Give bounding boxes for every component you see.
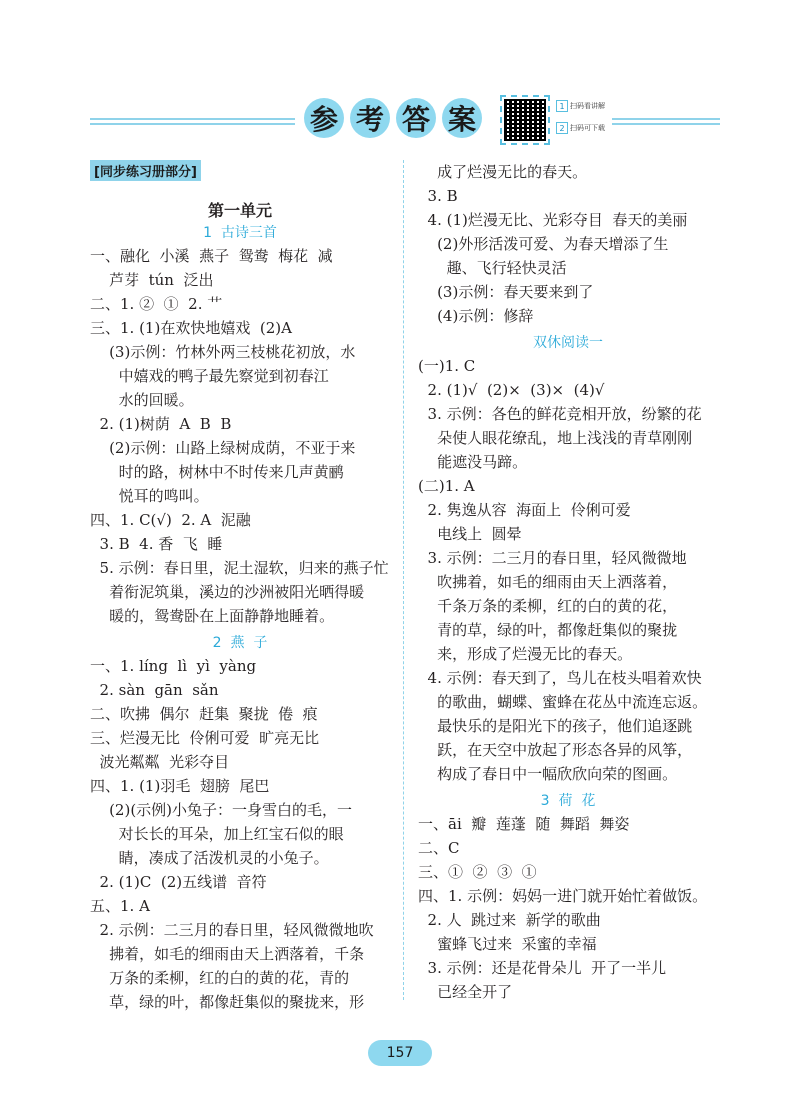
answer-line: 波光粼粼 光彩夺目	[90, 753, 230, 771]
page-number: 157	[368, 1040, 432, 1066]
answer-line: 2. (1)树荫 A B B	[90, 415, 232, 433]
answer-line: 中嬉戏的鸭子最先察觉到初春江	[90, 367, 329, 385]
lesson-title: 2 燕 子	[212, 635, 268, 651]
unit-title: 第一单元	[207, 201, 272, 220]
answer-line: 吹拂着，如毛的细雨由天上洒落着，	[418, 573, 678, 591]
answer-line: 4. 示例：春天到了，鸟儿在枝头唱着欢快	[418, 669, 702, 687]
answer-line: 2. (1)C (2)五线谱 音符	[90, 873, 267, 891]
title-char: 案	[442, 98, 482, 138]
answer-line: 趣、飞行轻快灵活	[418, 259, 567, 277]
answer-line: 2. 隽逸从容 海面上 伶俐可爱	[418, 501, 631, 519]
answer-line: 3. B 4. 香 飞 睡	[90, 535, 223, 553]
answer-line: 三、1. (1)在欢快地嬉戏 (2)A	[90, 319, 292, 337]
answer-line: 蜜蜂飞过来 采蜜的幸福	[418, 935, 597, 953]
page-header	[0, 90, 800, 150]
answer-line: 5. 示例：春日里，泥土湿软，归来的燕子忙	[90, 559, 389, 577]
answer-line: 朵使人眼花缭乱，地上浅浅的青草刚刚	[418, 429, 693, 447]
answer-line: (一)1. C	[418, 357, 476, 375]
answer-line: 三、① ② ③ ①	[418, 863, 537, 881]
answer-line: (2)(示例)小兔子：一身雪白的毛，一	[90, 801, 353, 819]
answer-line: (4)示例：修辞	[418, 307, 534, 325]
title-char: 答	[396, 98, 436, 138]
answer-line: 最快乐的是阳光下的孩子，他们追逐跳	[418, 717, 693, 735]
answer-line: (3)示例：春天要来到了	[418, 283, 594, 301]
answer-line: 3. 示例：还是花骨朵儿 开了一半儿	[418, 959, 667, 977]
answer-line: 二、1. ② ① 2. 艹	[90, 295, 223, 313]
answer-line: (2)示例：山路上绿树成荫，不亚于来	[90, 439, 356, 457]
answer-line: 芦芽 tún 泛出	[90, 271, 214, 289]
answer-line: 成了烂漫无比的春天。	[418, 163, 588, 181]
answer-line: 一、融化 小溪 燕子 鸳鸯 梅花 减	[90, 247, 333, 265]
page-title	[304, 98, 482, 138]
answer-line: 草，绿的叶，都像赶集似的聚拢来，形	[90, 993, 365, 1011]
answer-line: 3. 示例：各色的鲜花竞相开放，纷繁的花	[418, 405, 702, 423]
reading-title: 双休阅读一	[533, 335, 603, 351]
answer-line: 睛，凑成了活泼机灵的小兔子。	[90, 849, 329, 867]
answer-line: 水的回暖。	[90, 391, 194, 409]
title-char: 考	[350, 98, 390, 138]
answer-line: 三、烂漫无比 伶俐可爱 旷亮无比	[90, 729, 320, 747]
answer-line: 的歌曲，蝴蝶、蜜蜂在花丛中流连忘返。	[418, 693, 708, 711]
answer-line: 来，形成了烂漫无比的春天。	[418, 645, 633, 663]
lesson-title: 1 古诗三首	[203, 225, 277, 241]
column-divider	[403, 160, 404, 1000]
section-tag: [同步练习册部分]	[90, 160, 201, 181]
answer-line: 拂着，如毛的细雨由天上洒落着，千条	[90, 945, 365, 963]
header-rule-left	[90, 118, 295, 120]
answer-line: 电线上 圆晕	[418, 525, 522, 543]
answer-line: 四、1. 示例：妈妈一进门就开始忙着做饭。	[418, 887, 708, 905]
answer-line: 一、āi 瓣 莲蓬 随 舞蹈 舞姿	[418, 815, 630, 833]
answer-line: 已经全开了	[418, 983, 513, 1001]
answer-line: 着衔泥筑巢，溪边的沙洲被阳光晒得暖	[90, 583, 365, 601]
answer-line: 2. sàn gān sǎn	[90, 681, 219, 699]
answer-line: 构成了春日中一幅欣欣向荣的图画。	[418, 765, 678, 783]
answer-line: 四、1. (1)羽毛 翅膀 尾巴	[90, 777, 270, 795]
answer-line: 暖的，鸳鸯卧在上面静静地睡着。	[90, 607, 335, 625]
title-char: 参	[304, 98, 344, 138]
answer-line: 2. 示例：二三月的春日里，轻风微微地吹	[90, 921, 374, 939]
answer-line: 一、1. líng lì yì yàng	[90, 657, 257, 675]
answer-line: 青的草，绿的叶，都像赶集似的聚拢	[418, 621, 678, 639]
answer-line: 悦耳的鸣叫。	[90, 487, 209, 505]
answer-line: (3)示例：竹林外两三枝桃花初放，水	[90, 343, 356, 361]
answer-line: 时的路，树林中不时传来几声黄鹂	[90, 463, 344, 481]
answer-line: 五、1. A	[90, 897, 150, 915]
header-rule-right-2	[612, 123, 720, 125]
lesson-title: 3 荷 花	[540, 793, 596, 809]
answer-line: 千条万条的柔柳，红的白的黄的花，	[418, 597, 678, 615]
answer-line: 对长长的耳朵，加上红宝石似的眼	[90, 825, 344, 843]
answer-line: 能遮没马蹄。	[418, 453, 528, 471]
answer-line: 万条的柔柳，红的白的黄的花，青的	[90, 969, 350, 987]
answer-line: 四、1. C(√) 2. A 泥融	[90, 511, 251, 529]
header-rule-left-2	[90, 123, 295, 125]
answer-line: 2. (1)√ (2)× (3)× (4)√	[418, 381, 605, 399]
qr-label-2: 2 扫码可下载	[556, 122, 606, 134]
answer-line: 4. (1)烂漫无比、光彩夺目 春天的美丽	[418, 211, 688, 229]
answer-line: 跃，在天空中放起了形态各异的风筝，	[418, 741, 693, 759]
answer-line: 2. 人 跳过来 新学的歌曲	[418, 911, 601, 929]
answer-line: 二、吹拂 偶尔 赶集 聚拢 倦 痕	[90, 705, 318, 723]
qr-label-1: 1 扫码看讲解	[556, 100, 606, 112]
header-rule-right	[612, 118, 720, 120]
answer-line: 3. B	[418, 187, 458, 205]
qr-code-icon[interactable]	[500, 95, 550, 145]
answer-line: (二)1. A	[418, 477, 475, 495]
answer-line: 3. 示例：二三月的春日里，轻风微微地	[418, 549, 687, 567]
answer-line: 二、C	[418, 839, 460, 857]
answer-line: (2)外形活泼可爱、为春天增添了生	[418, 235, 669, 253]
